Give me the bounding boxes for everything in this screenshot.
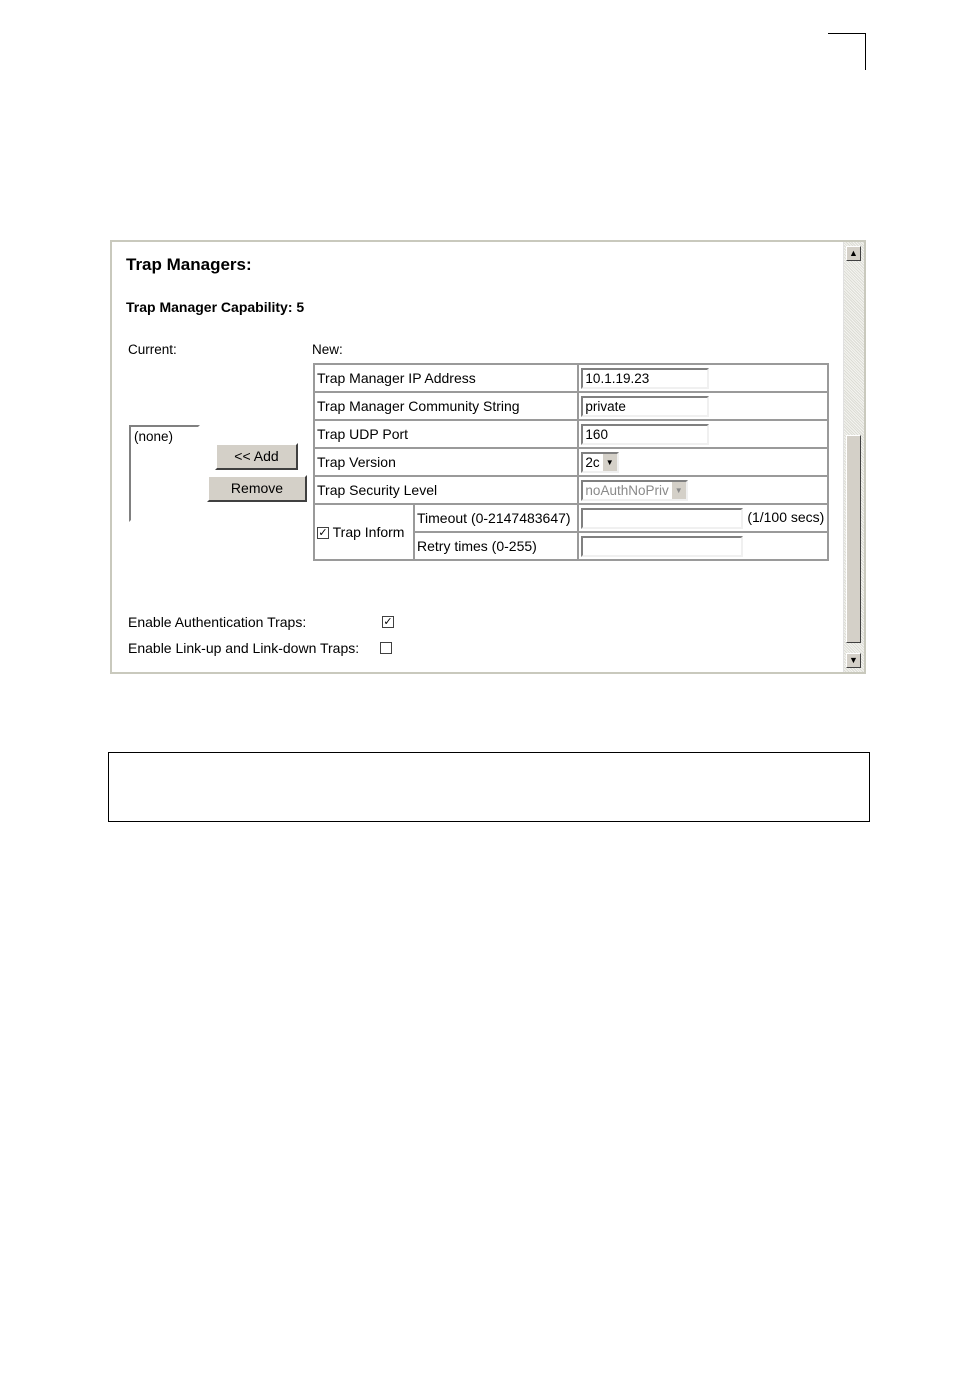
security-level-cell <box>578 476 828 504</box>
vertical-scrollbar[interactable] <box>843 242 864 672</box>
table-row <box>314 364 828 392</box>
trap-inform-checkbox[interactable] <box>317 527 329 539</box>
auth-traps-checkbox[interactable] <box>382 616 394 628</box>
current-label: Current: <box>128 342 177 357</box>
retry-cell <box>578 532 828 560</box>
chevron-down-icon: ▼ <box>671 482 686 499</box>
udp-port-label: Trap UDP Port <box>314 420 578 448</box>
trap-version-value: 2c <box>585 454 600 470</box>
trap-version-label: Trap Version <box>314 448 578 476</box>
trap-managers-window <box>110 240 866 674</box>
timeout-cell <box>578 504 828 532</box>
scroll-down-icon[interactable]: ▼ <box>846 653 861 668</box>
security-level-label: Trap Security Level <box>314 476 578 504</box>
table-row <box>314 448 828 476</box>
retry-input[interactable] <box>581 536 743 557</box>
ip-address-input[interactable]: 10.1.19.23 <box>581 368 709 389</box>
retry-label: Retry times (0-255) <box>414 532 578 560</box>
trap-inform-cell <box>314 504 414 560</box>
link-traps-checkbox[interactable] <box>380 642 392 654</box>
link-traps-label: Enable Link-up and Link-down Traps: <box>128 640 360 656</box>
trap-version-select[interactable] <box>581 452 618 473</box>
page-corner-mark <box>828 33 866 70</box>
current-managers-listbox[interactable] <box>129 425 200 522</box>
trap-inform-label: Trap Inform <box>332 524 405 540</box>
chevron-down-icon[interactable]: ▼ <box>602 454 617 471</box>
security-level-value: noAuthNoPriv <box>585 482 669 498</box>
timeout-input[interactable] <box>581 508 743 529</box>
table-row <box>314 504 828 532</box>
check-icon: ✓ <box>383 616 393 628</box>
auth-traps-label: Enable Authentication Traps: <box>128 614 307 630</box>
ip-address-cell <box>578 364 828 392</box>
udp-port-input[interactable]: 160 <box>581 424 709 445</box>
new-label: New: <box>312 342 343 357</box>
community-string-input[interactable]: private <box>581 396 709 417</box>
security-level-select <box>581 480 687 501</box>
community-string-cell <box>578 392 828 420</box>
remove-button[interactable]: Remove <box>207 475 307 502</box>
list-item[interactable]: (none) <box>134 429 174 444</box>
udp-port-cell <box>578 420 828 448</box>
trap-managers-panel <box>112 242 844 672</box>
add-button[interactable]: << Add <box>215 443 298 470</box>
caption-box <box>108 752 870 822</box>
community-string-label: Trap Manager Community String <box>314 392 578 420</box>
check-icon: ✓ <box>318 527 328 540</box>
table-row <box>314 420 828 448</box>
new-manager-table <box>313 363 829 561</box>
table-row <box>314 392 828 420</box>
page-title: Trap Managers: <box>126 255 252 274</box>
ip-address-label: Trap Manager IP Address <box>314 364 578 392</box>
timeout-unit-label: (1/100 secs) <box>747 508 825 525</box>
scroll-up-icon[interactable]: ▲ <box>846 246 861 261</box>
trap-version-cell <box>578 448 828 476</box>
timeout-label: Timeout (0-2147483647) <box>414 504 578 532</box>
capability-label: Trap Manager Capability: 5 <box>126 299 305 315</box>
scroll-thumb[interactable] <box>846 435 861 643</box>
table-row <box>314 476 828 504</box>
